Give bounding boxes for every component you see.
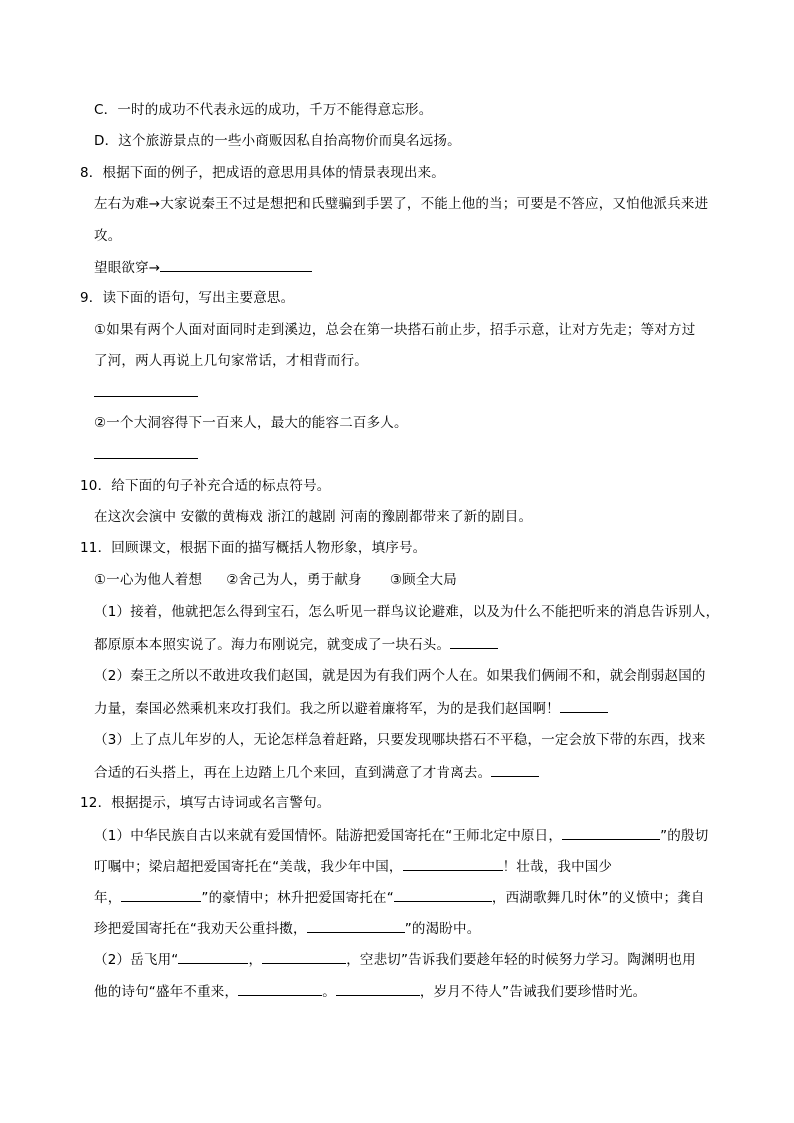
q12-line-5-text-b: ，: [248, 952, 263, 968]
q11-passage-3-line-1: （3）上了点儿年岁的人，无论怎样急着赶路，只要发现哪块搭石不平稳，一定会放下带的东西，找来: [94, 732, 706, 748]
q12-blank-7[interactable]: [262, 949, 346, 964]
q11-answer-blank-3[interactable]: [491, 762, 539, 777]
q12-line-4-text-b: ”的渴盼中。: [404, 921, 481, 937]
q12-line-1-text-b: ”的殷切: [660, 828, 709, 844]
q12-line-4: [94, 918, 480, 939]
q11-options: [94, 570, 457, 590]
q8-answer-blank[interactable]: [160, 257, 312, 272]
q10-stem: 10．给下面的句子补充合适的标点符号。: [80, 478, 331, 494]
q8-task-line: [94, 257, 312, 278]
q8-task-label: 望眼欲穿→: [94, 260, 161, 276]
q12-line-1: [94, 825, 708, 846]
q12-line-6-text-b: 。: [322, 984, 336, 1000]
q11-passage-1-line-1: （1）接着，他就把怎么得到宝石，怎么听见一群鸟议论避难，以及为什么不能把听来的消息告诉别人，: [94, 604, 720, 620]
q12-line-4-text-a: 珍把爱国寄托在“我劝天公重抖擞，: [94, 921, 307, 937]
q12-line-5: [94, 949, 696, 970]
q8-example-line-1: 左右为难→大家说秦王不过是想把和氏璧骗到手罢了，不能上他的当；可要是不答应，又怕他派兵来进: [94, 196, 709, 212]
q11-passage-3-text: 合适的石头搭上，再在上边踏上几个来回，直到满意了才肯离去。: [94, 765, 492, 781]
q11-option-3: ③顾全大局: [389, 572, 457, 588]
q9-answer-blank-1[interactable]: [94, 382, 198, 397]
q11-passage-1-text: 都原原本本照实说了。海力布刚说完，就变成了一块石头。: [94, 637, 451, 653]
q12-blank-4[interactable]: [394, 887, 492, 902]
q12-blank-6[interactable]: [178, 949, 248, 964]
q12-blank-3[interactable]: [121, 887, 201, 902]
q9-blank-2-line: [94, 444, 198, 465]
q11-passage-1-line-2: [94, 634, 498, 655]
q11-answer-blank-1[interactable]: [450, 634, 498, 649]
q11-passage-2-line-2: [94, 698, 608, 719]
q12-blank-5[interactable]: [307, 918, 405, 933]
q9-sentence-1-line-1: ①如果有两个人面对面同时走到溪边，总会在第一块搭石前止步，招手示意，让对方先走；等对方过: [94, 322, 696, 338]
q9-answer-blank-2[interactable]: [94, 444, 198, 459]
q12-line-1-text-a: （1）中华民族自古以来就有爱国情怀。陆游把爱国寄托在“王师北定中原日，: [94, 828, 563, 844]
q12-line-3: [94, 887, 705, 908]
q12-line-5-text-a: （2）岳飞用“: [94, 952, 179, 968]
q12-line-5-text-c: ，空悲切”告诉我们要趁年轻的时候努力学习。陶渊明也用: [346, 952, 696, 968]
q12-line-2-text-b: ！壮哉，我中国少: [502, 859, 613, 875]
q11-passage-2-line-1: （2）秦王之所以不敢进攻我们赵国，就是因为有我们两个人在。如果我们俩闹不和，就会削弱赵国的: [94, 668, 706, 684]
q12-line-6-text-c: ，岁月不待人”告诫我们要珍惜时光。: [419, 984, 647, 1000]
q9-sentence-2: ②一个大洞容得下一百来人，最大的能容二百多人。: [94, 415, 408, 431]
q12-line-2-text-a: 叮嘱中；梁启超把爱国寄托在“美哉，我少年中国，: [94, 859, 403, 875]
q11-answer-blank-2[interactable]: [560, 698, 608, 713]
q12-stem: 12．根据提示，填写古诗词或名言警句。: [80, 795, 331, 811]
q9-sentence-1-line-2: 了河，两人再说上几句家常话，才相背而行。: [94, 353, 368, 369]
q12-blank-9[interactable]: [336, 981, 420, 996]
q11-option-2: ②舍己为人，勇于献身: [226, 572, 362, 588]
q12-line-3-text-b: ”的豪情中；林升把爱国寄托在“: [201, 890, 394, 906]
q12-line-6: [94, 981, 646, 1002]
q12-blank-1[interactable]: [562, 825, 660, 840]
q12-blank-2[interactable]: [403, 856, 503, 871]
q12-line-2: [94, 856, 612, 877]
q8-example-line-2: 攻。: [94, 228, 122, 244]
q11-passage-2-text: 力量，秦国必然乘机来攻打我们。我之所以避着廉将军，为的是我们赵国啊！: [94, 701, 560, 717]
q7-option-c: C．一时的成功不代表永远的成功，千万不能得意忘形。: [94, 102, 433, 118]
q9-blank-1-line: [94, 382, 198, 403]
q11-option-1: ①一心为他人着想: [94, 572, 203, 588]
q12-blank-8[interactable]: [238, 981, 322, 996]
q9-stem: 9．读下面的语句，写出主要意思。: [80, 290, 295, 306]
q12-line-3-text-a: 年，: [94, 890, 122, 906]
q12-line-3-text-c: ，西湖歌舞几时休”的义愤中；龚自: [491, 890, 705, 906]
q7-option-d: D．这个旅游景点的一些小商贩因私自抬高物价而臭名远扬。: [94, 133, 461, 149]
q12-line-6-text-a: 他的诗句“盛年不重来，: [94, 984, 239, 1000]
q8-stem: 8．根据下面的例子，把成语的意思用具体的情景表现出来。: [80, 165, 445, 181]
q10-sentence: 在这次会演中 安徽的黄梅戏 浙江的越剧 河南的豫剧都带来了新的剧目。: [94, 509, 533, 525]
q11-stem: 11．回顾课文，根据下面的描写概括人物形象，填序号。: [80, 540, 427, 556]
q11-passage-3-line-2: [94, 762, 539, 783]
